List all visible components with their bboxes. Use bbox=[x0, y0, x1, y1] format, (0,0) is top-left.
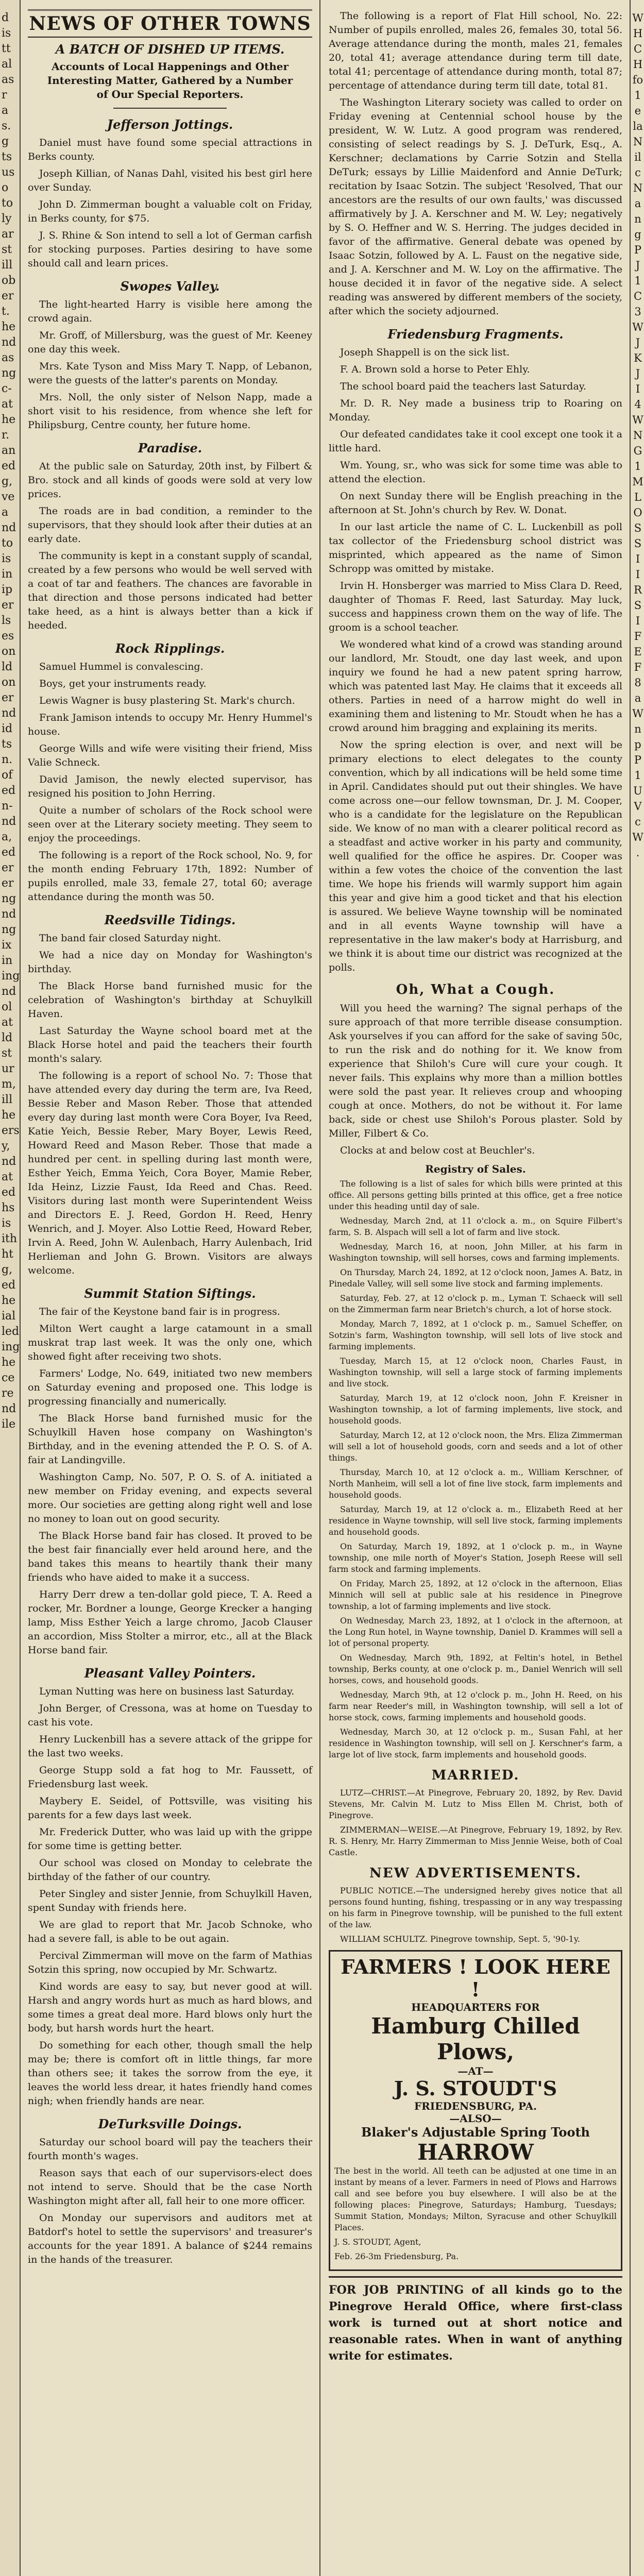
strip-fragment: 1 bbox=[634, 460, 641, 472]
article-paragraph: Daniel must have found some special attractions in Berks county. bbox=[28, 137, 312, 162]
article-paragraph: The roads are in bad condition, a reminder to the supervisors, that they should look after their duties at an early date. bbox=[28, 505, 312, 545]
section-heading: MARRIED. bbox=[431, 1768, 520, 1783]
edge-fragment: ts bbox=[2, 150, 12, 163]
article-paragraph: Samuel Hummel is convalescing. bbox=[39, 661, 204, 672]
edge-fragment: ers bbox=[2, 1124, 20, 1137]
article-paragraph: Lewis Wagner is busy plastering St. Mark's church. bbox=[39, 695, 295, 706]
edge-fragment: is bbox=[2, 27, 11, 40]
masthead: NEWS OF OTHER TOWNS bbox=[28, 9, 312, 38]
edge-fragment: ix bbox=[2, 939, 12, 952]
ad-line: HEADQUARTERS FOR bbox=[411, 2001, 540, 2013]
edge-fragment: g, bbox=[2, 475, 13, 488]
article-paragraph: Wm. Young, sr., who was sick for some time was able to attend the election. bbox=[329, 460, 622, 485]
strip-fragment: P bbox=[634, 754, 642, 766]
strip-fragment: il bbox=[634, 151, 641, 163]
strip-fragment: la bbox=[633, 120, 643, 132]
article-paragraph: Maybery E. Seidel, of Pottsville, was visiting his parents for a few days last week. bbox=[28, 1795, 312, 1821]
edge-fragment: ing bbox=[2, 1341, 20, 1353]
edge-fragment: he bbox=[2, 1294, 16, 1307]
registry-heading: Registry of Sales. bbox=[425, 1163, 526, 1175]
strip-fragment: V bbox=[634, 800, 642, 812]
edge-fragment: to bbox=[2, 197, 13, 210]
article-paragraph: The following is a report of the Rock school, No. 9, for the month ending February 17th, 1892: Number of pupils enrolled, male 33, female 27, total 60; average attendance during the month was 50. bbox=[28, 850, 312, 903]
section-heading: Paradise. bbox=[138, 440, 202, 455]
article-paragraph: The band fair closed Saturday night. bbox=[39, 933, 221, 944]
edge-fragment: ts bbox=[2, 738, 12, 751]
article-paragraph: Our defeated candidates take it cool except one took it a little hard. bbox=[329, 429, 622, 454]
edge-fragment: ob bbox=[2, 274, 16, 287]
edge-fragment: of bbox=[2, 769, 13, 782]
edge-fragment: ith bbox=[2, 1232, 18, 1245]
ad-signature: Feb. 26-3m Friedensburg, Pa. bbox=[334, 2251, 459, 2261]
job-printing-ad bbox=[329, 2276, 622, 2364]
edge-fragment: d bbox=[2, 11, 9, 24]
job-printing-text: FOR JOB PRINTING of all kinds go to the Pinegrove Herald Office, where first-class work is turned out at short notice and reasonable rates. When in want of anything write for estimates. bbox=[329, 2283, 622, 2363]
article-paragraph: Mr. Groff, of Millersburg, was the guest of Mr. Keeney one day this week. bbox=[28, 330, 312, 355]
strip-fragment: G bbox=[633, 445, 642, 457]
strip-fragment: W bbox=[632, 414, 643, 426]
edge-fragment: is bbox=[2, 1217, 11, 1230]
edge-fragment: a bbox=[2, 104, 9, 117]
edge-fragment: g bbox=[2, 135, 9, 148]
edge-fragment: ill bbox=[2, 1093, 13, 1106]
article-paragraph: George Stupp sold a fat hog to Mr. Faussett, of Friedensburg last week. bbox=[28, 1765, 312, 1790]
article-paragraph: The school board paid the teachers last Saturday. bbox=[340, 381, 587, 392]
edge-fragment: at bbox=[2, 398, 13, 411]
edge-fragment: es bbox=[2, 630, 14, 642]
strip-fragment: I bbox=[635, 383, 640, 395]
article-paragraph: Washington Camp, No. 507, P. O. S. of A. initiated a new member on Friday evening, and expects several more. Our societies are getting along right well and lose no money to loan out on good security. bbox=[28, 1471, 312, 1524]
edge-fragment: s. bbox=[2, 120, 11, 132]
article-paragraph: The community is kept in a constant supply of scandal, created by a few persons who would be well served with a coat of tar and feathers. The chances are favorable in that direction and those persons indicated had better take heed, as a hint is always better than a kick if heeded. bbox=[28, 550, 312, 631]
ad-line: —AT— bbox=[457, 2065, 494, 2077]
strip-fragment: 8 bbox=[634, 676, 641, 689]
right-column-fragment bbox=[632, 0, 644, 2576]
edge-fragment: ed bbox=[2, 846, 16, 859]
edge-fragment: y, bbox=[2, 1140, 10, 1153]
edge-fragment: nd bbox=[2, 1402, 16, 1415]
divider bbox=[113, 108, 227, 109]
article-paragraph: The Black Horse band furnished music for the celebration of Washington's birthday at Schuylkill Haven. bbox=[28, 980, 312, 1020]
section-heading: Swopes Valley. bbox=[120, 279, 220, 294]
notice-paragraph: Wednesday, March 30, at 12 o'clock p. m., Susan Fahl, at her residence in Washington township, will sell on J. Kerschner's farm, a large lot of live stock, farm implements and household goods. bbox=[329, 1727, 622, 1759]
strip-fragment: N bbox=[633, 429, 643, 442]
strip-fragment: 1 bbox=[634, 769, 641, 782]
notice-paragraph: Monday, March 7, 1892, at 1 o'clock p. m., Samuel Scheffer, on Sotzin's farm, Washington township, will sell lots of live stock and farming implements. bbox=[329, 1319, 622, 1351]
notice-paragraph: Wednesday, March 2nd, at 11 o'clock a. m., on Squire Filbert's farm, S. B. Alspach will sell a lot of farm and live stock. bbox=[329, 1216, 622, 1237]
article-paragraph: Lyman Nutting was here on business last Saturday. bbox=[39, 1686, 295, 1697]
notice-paragraph: On Friday, March 25, 1892, at 12 o'clock in the afternoon, Elias Minnich will sell at public sale at his residence in Pinegrove township, a lot of farming implements and live stock. bbox=[329, 1579, 622, 1611]
article-paragraph: Joseph Shappell is on the sick list. bbox=[340, 347, 510, 358]
news-column-left bbox=[21, 0, 320, 2576]
article-paragraph: Reason says that each of our supervisors-elect does not intend to serve. Should that be the case North Washington might after all, fall heir to one more officer. bbox=[28, 2167, 312, 2207]
edge-fragment: hs bbox=[2, 1201, 15, 1214]
article-paragraph: Milton Wert caught a large catamount in a small muskrat trap last week. It was the only one, which showed fight after receiving two shots. bbox=[28, 1323, 312, 1362]
notice-paragraph: Tuesday, March 15, at 12 o'clock noon, Charles Faust, in Washington township, will sell a large stock of farming implements and live stock. bbox=[329, 1356, 622, 1388]
edge-fragment: as bbox=[2, 73, 14, 86]
edge-fragment: in bbox=[2, 954, 13, 967]
strip-fragment: U bbox=[633, 785, 642, 797]
edge-fragment: a, bbox=[2, 831, 12, 843]
edge-fragment: st bbox=[2, 243, 12, 256]
edge-fragment: nd bbox=[2, 1155, 16, 1168]
strip-fragment: S bbox=[634, 599, 642, 612]
notice-paragraph: Saturday, March 19, at 12 o'clock noon, John F. Kreisner in Washington township, a lot of farming implements, live stock, and household goods. bbox=[329, 1393, 622, 1426]
strip-fragment: O bbox=[633, 506, 642, 519]
edge-fragment: n- bbox=[2, 800, 13, 812]
notice-paragraph: On Wednesday, March 9th, 1892, at Feltin's hotel, in Bethel township, Berks county, at one o'clock p. m., Daniel Wenrich will sell horses, cows, and household goods. bbox=[329, 1653, 622, 1685]
edge-fragment: ed bbox=[2, 1186, 16, 1199]
notice-paragraph: Wednesday, March 9th, at 12 o'clock p. m., John H. Reed, on his farm near Reeder's mill, in Washington township, will sell a lot of horse stock, cows, farming implements and household goods. bbox=[329, 1690, 622, 1722]
article-paragraph: Mr. Frederick Dutter, who was laid up with the grippe for some time is getting better. bbox=[28, 1826, 312, 1852]
article-paragraph: The Black Horse band fair has closed. It proved to be the best fair financially ever held around here, and the band takes this means to heartily thank their many friends who have aided to make it a success. bbox=[28, 1530, 312, 1583]
strip-fragment: I bbox=[635, 615, 640, 627]
edge-fragment: ve bbox=[2, 490, 15, 503]
edge-fragment: er bbox=[2, 691, 14, 704]
section-heading: Pleasant Valley Pointers. bbox=[84, 1666, 256, 1681]
ad-line: FRIEDENSBURG, PA. bbox=[414, 2100, 537, 2112]
edge-fragment: on bbox=[2, 676, 16, 689]
notice-paragraph: WILLIAM SCHULTZ. Pinegrove township, Sept. 5, '90-1y. bbox=[340, 1934, 580, 1944]
edge-fragment: m, bbox=[2, 1078, 16, 1091]
article-paragraph: Percival Zimmerman will move on the farm of Mathias Sotzin this spring, now occupied by Mr. Schwartz. bbox=[28, 1950, 312, 1975]
strip-fragment: g bbox=[634, 228, 641, 241]
edge-fragment: ed bbox=[2, 1279, 16, 1292]
edge-fragment: ce bbox=[2, 1371, 15, 1384]
article-paragraph: Mrs. Noll, the only sister of Nelson Napp, made a short visit to his residence, from whence she left for Philipsburg, Centre county, her future home. bbox=[28, 392, 312, 431]
strip-fragment: F bbox=[634, 661, 642, 673]
edge-fragment: t. bbox=[2, 305, 10, 318]
edge-fragment: nd bbox=[2, 815, 16, 828]
edge-fragment: er bbox=[2, 290, 14, 302]
strip-fragment: P bbox=[634, 244, 642, 256]
ad-line: Blaker's Adjustable Spring Tooth bbox=[361, 2125, 590, 2140]
strip-fragment: J bbox=[635, 259, 640, 272]
edge-fragment: ed bbox=[2, 784, 16, 797]
notice-paragraph: Saturday, Feb. 27, at 12 o'clock p. m., Lyman T. Schaeck will sell on the Zimmerman farm near Brietch's church, a lot of horse stock. bbox=[329, 1293, 622, 1314]
strip-fragment: L bbox=[634, 491, 641, 503]
strip-fragment: W bbox=[632, 707, 643, 720]
article-paragraph: Harry Derr drew a ten-dollar gold piece, T. A. Reed a rocker, Mr. Bordner a lounge, George Krecker a hanging lamp, Miss Esther Yeich a large chromo, Jacob Clauser an accordion, Miss Stolter a mirror, etc., all at the Black Horse band fair. bbox=[28, 1589, 312, 1656]
edge-fragment: st bbox=[2, 1047, 12, 1060]
section-heading: Oh, What a Cough. bbox=[396, 982, 555, 997]
notice-paragraph: ZIMMERMAN—WEISE.—At Pinegrove, February 19, 1892, by Rev. R. S. Henry, Mr. Harry Zimmerman to Miss Jennie Weise, both of Coal Castle. bbox=[329, 1825, 622, 1857]
section-heading: Rock Ripplings. bbox=[115, 641, 225, 656]
edge-fragment: nd bbox=[2, 985, 16, 998]
edge-fragment: is bbox=[2, 552, 11, 565]
notice-paragraph: The following is a list of sales for which bills were printed at this office. All persons getting bills printed at this office, get a free notice under this heading until day of sale. bbox=[329, 1179, 622, 1211]
edge-fragment: a bbox=[2, 506, 9, 519]
article-paragraph: Joseph Killian, of Nanas Dahl, visited his best girl here over Sunday. bbox=[28, 168, 312, 193]
article-paragraph: The following is a report of school No. 7: Those that have attended every day during the term are, Iva Reed, Bessie Reber and Mason Reber. Those that attended every day during last month were Cora Boyer, Iva Reed, Katie Yeich, Bessie Reber, Mary Boyer, Lewis Reed, Howard Reed and Mason Reber. Those that made a hundred per cent. in spelling during last month were, Esther Yeich, Emma Yeich, Cora Boyer, Mamie Reber, Ida Heinz, Lizzie Faust, Ida Reed and Chas. Reed. Visitors during last month were Superintendent Weiss and Directors E. J. Reed, Gordon H. Reed, Henry Wenrich, and J. Moyer. Also Lottie Reed, Howard Reber, Irvin A. Reed, John W. Aulenbach, Harry Aulenbach, Irid Herlieman and John G. Brown. Visitors are always welcome. bbox=[28, 1070, 312, 1276]
edge-fragment: to bbox=[2, 537, 13, 550]
edge-fragment: ly bbox=[2, 212, 12, 225]
notice-paragraph: On Wednesday, March 23, 1892, at 1 o'clock in the afternoon, at the Long Run hotel, in Wayne township, Daniel D. Krammes will sell a lot of personal property. bbox=[329, 1616, 622, 1648]
strip-fragment: F bbox=[634, 630, 642, 642]
edge-fragment: ile bbox=[2, 1418, 16, 1431]
article-paragraph: Henry Luckenbill has a severe attack of the grippe for the last two weeks. bbox=[28, 1734, 312, 1759]
left-column-fragment bbox=[0, 0, 21, 2576]
article-paragraph: The light-hearted Harry is visible here among the crowd again. bbox=[28, 299, 312, 324]
notice-paragraph: On Saturday, March 19, 1892, at 1 o'clock p. m., in Wayne township, one mile north of Moyer's Station, Joseph Reese will sell farm stock and farming implements. bbox=[329, 1541, 622, 1574]
strip-fragment: J bbox=[635, 367, 640, 380]
edge-fragment: an bbox=[2, 444, 16, 457]
ad-signature: J. S. STOUDT, Agent, bbox=[334, 2237, 421, 2247]
article-paragraph: The following is a report of Flat Hill school, No. 22: Number of pupils enrolled, males 26, females 30, total 56. Average attendance during the month, males 21, females 20, total 41; average attendance during term till date, total 41; percentage of attendance during month, total 87; percentage of attendance during term till date, total 81. bbox=[329, 10, 622, 91]
ad-body: The best in the world. All teeth can be adjusted at one time in an instant by means of a lever. Farmers in need of Plows and Harrows call and see before you buy elsewhere. I will also be at the following places: Pinegrove, Saturdays; Hamburg, Tuesdays; Summit Station, Mondays; Milton, Syracuse and other Schuylkill Places. bbox=[334, 2166, 617, 2232]
edge-fragment: he bbox=[2, 320, 16, 333]
strip-fragment: W bbox=[632, 12, 643, 24]
strip-fragment: W bbox=[632, 831, 643, 843]
strip-fragment: C bbox=[633, 43, 642, 55]
article-paragraph: Frank Jamison intends to occupy Mr. Henry Hummel's house. bbox=[28, 712, 312, 737]
edge-fragment: nd bbox=[2, 521, 16, 534]
strip-fragment: 4 bbox=[634, 398, 641, 411]
article-paragraph: Boys, get your instruments ready. bbox=[39, 678, 207, 689]
article-paragraph: Last Saturday the Wayne school board met at the Black Horse hotel and paid the teachers their fourth month's salary. bbox=[28, 1025, 312, 1064]
subdeck: Accounts of Local Happenings and Other Interesting Matter, Gathered by a Number of Our Special Reporters. bbox=[47, 60, 293, 100]
edge-fragment: nd bbox=[2, 336, 16, 349]
article-paragraph: On Monday our supervisors and auditors met at Batdorf's hotel to settle the supervisors' and treasurer's accounts for the year 1891. A balance of $244 remains in the hands of the treasurer. bbox=[28, 2212, 312, 2265]
edge-fragment: he bbox=[2, 1356, 16, 1369]
section-heading: NEW ADVERTISEMENTS. bbox=[369, 1866, 582, 1881]
edge-fragment: er bbox=[2, 861, 14, 874]
article-paragraph: John Berger, of Cressona, was at home on Tuesday to cast his vote. bbox=[28, 1703, 312, 1728]
strip-fragment: 1 bbox=[634, 275, 641, 287]
edge-fragment: ial bbox=[2, 1310, 16, 1323]
strip-fragment: R bbox=[634, 584, 642, 596]
article-paragraph: Our school was closed on Monday to celebrate the birthday of the father of our country. bbox=[28, 1857, 312, 1883]
article-paragraph: John D. Zimmerman bought a valuable colt on Friday, in Berks county, for $75. bbox=[28, 199, 312, 224]
edge-fragment: c- bbox=[2, 382, 12, 395]
strip-fragment: H bbox=[633, 27, 643, 40]
article-paragraph: Quite a number of scholars of the Rock school were seen over at the Literary society meeting. They seem to enjoy the proceedings. bbox=[28, 805, 312, 844]
article-paragraph: Clocks at and below cost at Beuchler's. bbox=[340, 1145, 535, 1156]
article-paragraph: We had a nice day on Monday for Washington's birthday. bbox=[28, 950, 312, 975]
article-paragraph: The Washington Literary society was called to order on Friday evening at Centennial school house by the president, W. W. Lutz. A good program was rendered, consisting of select readings by S. J. DeTurk, Esq., A. Kerschner; declamations by Carrie Sotzin and Stella DeTurk; essays by Lillie Maidenford and Annie DeTurk; recitation by Isaac Sotzin. The subject 'Resolved, That our ancestors are the results of our own faults,' was discussed affirmatively by J. A. Kerschner and M. W. Ley; negatively by S. O. Heffner and W. S. Herring. The judges decided in favor of the affirmative. General debate was opened by Isaac Sotzin, followed by A. L. Faust on the negative side, and J. A. Kerschner and M. W. Loy on the affirmative. The house decided it in favor of the negative side. A select reading was answered by different members of the society, after which the society adjourned. bbox=[329, 97, 622, 317]
strip-fragment: a bbox=[634, 692, 641, 704]
strip-fragment: C bbox=[633, 290, 642, 302]
edge-fragment: ol bbox=[2, 1001, 12, 1013]
strip-fragment: I bbox=[635, 568, 640, 581]
article-paragraph: The fair of the Keystone band fair is in progress. bbox=[39, 1306, 280, 1317]
edge-fragment: n. bbox=[2, 753, 13, 766]
edge-fragment: ng bbox=[2, 923, 16, 936]
strip-fragment: a bbox=[634, 197, 641, 210]
ad-line: J. S. STOUDT'S bbox=[394, 2077, 557, 2100]
article-paragraph: Saturday our school board will pay the teachers their fourth month's wages. bbox=[28, 2137, 312, 2162]
strip-fragment: . bbox=[636, 846, 640, 859]
notice-paragraph: Wednesday, March 16, at noon, John Miller, at his farm in Washington township, will sell horses, cows and farming implements. bbox=[329, 1242, 622, 1263]
edge-fragment: tt bbox=[2, 42, 11, 55]
edge-fragment: ed bbox=[2, 460, 16, 472]
article-paragraph: The Black Horse band furnished music for the Schuylkill Haven hose company on Washington's Birthday, and in the evening attended the P. O. S. of A. fair at Landingville. bbox=[28, 1413, 312, 1466]
article-paragraph: J. S. Rhine & Son intend to sell a lot of German carfish for stocking purposes. Parties desiring to have some should call and learn prices. bbox=[28, 230, 312, 269]
strip-fragment: S bbox=[634, 537, 642, 550]
edge-fragment: ng bbox=[2, 367, 16, 380]
article-paragraph: Now the spring election is over, and next will be primary elections to elect delegates to the county convention, which by all indications will be held some time in April. Candidates should put out their shingles. We have come across one—our fellow townsman, Dr. J. M. Cooper, who is a candidate for the legislature on the Republican side. We know of no man with a clearer political record as a steadfast and active worker in his party and community, well qualified for the office he aspires. Dr. Cooper was within a few votes the choice of the convention the last time. We hope his friends will warmly support him again this year and give him a good ticket and that his election is assured. We believe Wayne township will be nominated and in all events Wayne township will have a representative in the law maker's body at Harrisburg, and we think it is about time our district was recognized at the polls. bbox=[329, 739, 622, 973]
article-paragraph: Will you heed the warning? The signal perhaps of the sure approach of that more terrible disease consumption. Ask yourselves if you can afford for the sake of saving 50c, to run the risk and do nothing for it. We know from experience that Shiloh's Cure will cure your cough. It never fails. This explains why more than a million bottles were sold the past year. It relieves croup and whooping cough at once. Mothers, do not be without it. For lame back, side or chest use Shiloh's Porous plaster. Sold by Miller, Filbert & Co. bbox=[329, 1003, 622, 1139]
deck-heading: A BATCH OF DISHED UP ITEMS. bbox=[55, 42, 285, 57]
edge-fragment: ur bbox=[2, 1062, 14, 1075]
strip-fragment: n bbox=[634, 213, 641, 225]
edge-fragment: ar bbox=[2, 228, 14, 241]
article-paragraph: On next Sunday there will be English preaching in the afternoon at St. John's church by Rev. W. Donat. bbox=[329, 490, 622, 516]
notice-paragraph: LUTZ—CHRIST.—At Pinegrove, February 20, 1892, by Rev. David Stevens, Mr. Calvin M. Lutz to Miss Ellen M. Christ, both of Pinegrove. bbox=[329, 1788, 622, 1820]
section-heading: Friedensburg Fragments. bbox=[387, 327, 564, 342]
article-paragraph: In our last article the name of C. L. Luckenbill as poll tax collector of the Friedensburg school district was misprinted, which appeared as the name of Simon Schropp was omitted by mistake. bbox=[329, 521, 622, 574]
article-paragraph: We are glad to report that Mr. Jacob Schnoke, who had a severe fall, is able to be out again. bbox=[28, 1919, 312, 1944]
section-heading: DeTurksville Doings. bbox=[98, 2116, 242, 2131]
edge-fragment: ld bbox=[2, 660, 13, 673]
edge-fragment: r bbox=[2, 89, 7, 101]
edge-fragment: ht bbox=[2, 1248, 14, 1261]
strip-fragment: 1 bbox=[634, 89, 641, 101]
edge-fragment: re bbox=[2, 1387, 14, 1400]
strip-fragment: J bbox=[635, 336, 640, 349]
edge-fragment: id bbox=[2, 722, 13, 735]
article-paragraph: At the public sale on Saturday, 20th inst, by Filbert & Bro. stock and all kinds of goods were sold at very low prices. bbox=[28, 461, 312, 500]
strip-fragment: n bbox=[634, 723, 641, 735]
edge-fragment: ld bbox=[2, 1031, 13, 1044]
strip-fragment: M bbox=[632, 476, 643, 488]
edge-fragment: at bbox=[2, 1016, 13, 1029]
news-column-right bbox=[321, 0, 631, 2576]
strip-fragment: W bbox=[632, 321, 643, 333]
article-paragraph: Irvin H. Honsberger was married to Miss Clara D. Reed, daughter of Thomas F. Reed, last Saturday. May luck, success and happiness crown them on the way of life. The groom is a school teacher. bbox=[329, 580, 622, 633]
ad-line: —ALSO— bbox=[449, 2112, 502, 2125]
article-paragraph: David Jamison, the newly elected supervisor, has resigned his position to John Herring. bbox=[28, 774, 312, 799]
notice-paragraph: Thursday, March 10, at 12 o'clock a. m., William Kerschner, of North Manheim, will sell a lot of fine live stock, farm implements and household goods. bbox=[329, 1467, 622, 1500]
strip-fragment: E bbox=[634, 646, 642, 658]
advertisement-plows bbox=[329, 1950, 622, 2271]
strip-fragment: 3 bbox=[634, 306, 641, 318]
edge-fragment: he bbox=[2, 1109, 16, 1122]
ad-line: FARMERS ! LOOK HERE ! bbox=[341, 1955, 611, 2001]
notice-paragraph: PUBLIC NOTICE.—The undersigned hereby gives notice that all persons found hunting, fishing, trespassing or in any way trespassing on his farm in Pinegrove township, will be punished to the full extent of the law. bbox=[329, 1886, 622, 1929]
section-heading: Reedsville Tidings. bbox=[104, 912, 236, 927]
strip-fragment: fo bbox=[632, 74, 643, 86]
edge-fragment: er bbox=[2, 599, 14, 612]
article-paragraph: Farmers' Lodge, No. 649, initiated two new members on Saturday evening and proposed one. This lodge is progressing financially and numerically. bbox=[28, 1368, 312, 1407]
edge-fragment: us bbox=[2, 166, 15, 179]
edge-fragment: ing bbox=[2, 970, 20, 982]
edge-fragment: led bbox=[2, 1325, 20, 1338]
edge-fragment: nd bbox=[2, 908, 16, 921]
section-heading: Summit Station Siftings. bbox=[84, 1286, 256, 1301]
strip-fragment: N bbox=[633, 182, 643, 194]
edge-fragment: on bbox=[2, 645, 16, 658]
notice-paragraph: Saturday, March 12, at 12 o'clock noon, the Mrs. Eliza Zimmerman will sell a lot of household goods, corn and seeds and a lot of other things. bbox=[329, 1430, 622, 1463]
edge-fragment: he bbox=[2, 413, 16, 426]
edge-fragment: ill bbox=[2, 259, 13, 272]
edge-fragment: nd bbox=[2, 707, 16, 720]
article-paragraph: F. A. Brown sold a horse to Peter Ehly. bbox=[340, 364, 530, 375]
edge-fragment: al bbox=[2, 58, 12, 71]
strip-fragment: c bbox=[635, 816, 641, 828]
strip-fragment: H bbox=[633, 58, 643, 71]
strip-fragment: I bbox=[635, 553, 640, 565]
article-paragraph: Do something for each other, though small the help may be; there is comfort oft in little things, far more than others see; it takes the sorrow from the eye, it leaves the world less drear, it hates friendly hand comes nigh; when friendly hands are near. bbox=[28, 2040, 312, 2107]
strip-fragment: S bbox=[634, 522, 642, 534]
edge-fragment: as bbox=[2, 351, 14, 364]
ad-line: Hamburg Chilled Plows, bbox=[371, 2013, 580, 2064]
article-paragraph: Peter Singley and sister Jennie, from Schuylkill Haven, spent Sunday with friends here. bbox=[28, 1888, 312, 1913]
edge-fragment: ls bbox=[2, 614, 11, 627]
edge-fragment: o bbox=[2, 181, 9, 194]
strip-fragment: c bbox=[635, 166, 641, 179]
strip-fragment: N bbox=[633, 135, 643, 148]
edge-fragment: ip bbox=[2, 583, 13, 596]
edge-fragment: ng bbox=[2, 892, 16, 905]
edge-fragment: g, bbox=[2, 1263, 13, 1276]
ad-line: HARROW bbox=[417, 2140, 534, 2165]
edge-fragment: r. bbox=[2, 429, 10, 442]
article-paragraph: Mrs. Kate Tyson and Miss Mary T. Napp, of Lebanon, were the guests of the latter's parents on Monday. bbox=[28, 361, 312, 386]
section-heading: Jefferson Jottings. bbox=[107, 117, 233, 132]
article-paragraph: George Wills and wife were visiting their friend, Miss Valie Schneck. bbox=[28, 743, 312, 768]
strip-fragment: K bbox=[634, 352, 642, 364]
edge-fragment: at bbox=[2, 1171, 13, 1183]
notice-paragraph: On Thursday, March 24, 1892, at 12 o'clock noon, James A. Batz, in Pinedale Valley, will sell some live stock and farming implements. bbox=[329, 1267, 622, 1289]
strip-fragment: p bbox=[634, 738, 641, 751]
article-paragraph: Mr. D. R. Ney made a business trip to Roaring on Monday. bbox=[329, 398, 622, 423]
notice-paragraph: Saturday, March 19, at 12 o'clock a. m., Elizabeth Reed at her residence in Wayne township, will sell live stock, farming implements and household goods. bbox=[329, 1504, 622, 1537]
article-paragraph: We wondered what kind of a crowd was standing around our landlord, Mr. Stoudt, one day last week, and upon inquiry we found he had a new patent spring harrow, which was patented last May. He claims that it exceeds all others. Parties in need of a harrow might do well in examining them and listening to Mr. Stoudt when he has a crowd around him bragging and explaining its merits. bbox=[329, 639, 622, 734]
article-paragraph: Kind words are easy to say, but never good at will. Harsh and angry words hurt as much as hard blows, and some times a great deal more. Hard blows only hurt the body, but harsh words hurt the heart. bbox=[28, 1981, 312, 2034]
edge-fragment: er bbox=[2, 877, 14, 890]
edge-fragment: in bbox=[2, 568, 13, 581]
strip-fragment: e bbox=[634, 105, 641, 117]
